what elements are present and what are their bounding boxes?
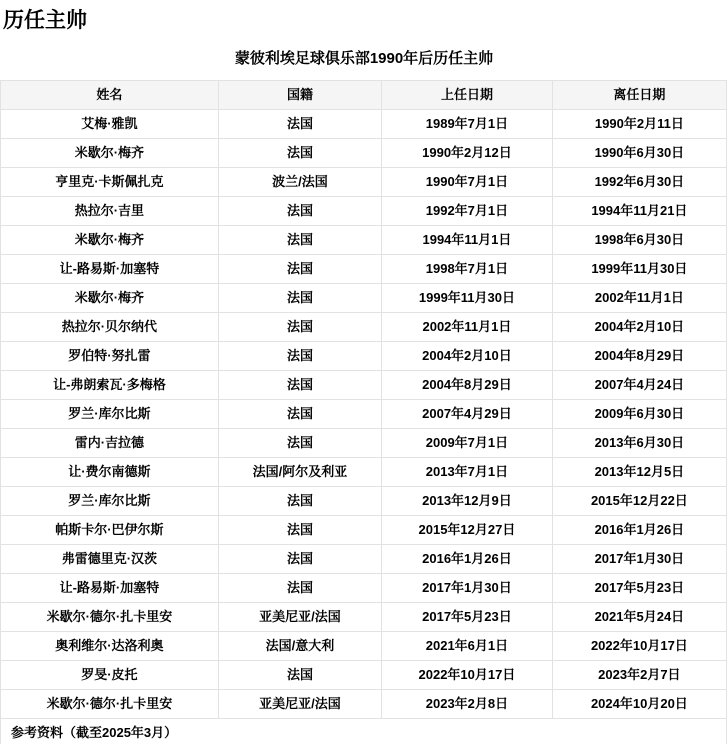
table-cell: 2009年6月30日 (552, 400, 726, 429)
table-row (1, 313, 727, 342)
table-cell: 法国 (218, 661, 381, 690)
reference-note: 参考资料（截至2025年3月） (1, 719, 727, 744)
table-row (1, 574, 727, 603)
table-cell: 法国/意大利 (218, 632, 381, 661)
table-row (1, 342, 727, 371)
table-cell: 波兰/法国 (218, 168, 381, 197)
table-cell: 法国 (218, 313, 381, 342)
table-cell: 亚美尼亚/法国 (218, 603, 381, 632)
table-cell: 2004年2月10日 (552, 313, 726, 342)
table-row (1, 168, 727, 197)
table-cell: 法国 (218, 400, 381, 429)
table-cell: 让-路易斯·加塞特 (1, 255, 219, 284)
table-cell: 1999年11月30日 (382, 284, 553, 313)
table-cell: 2004年2月10日 (382, 342, 553, 371)
table-cell: 2017年5月23日 (552, 574, 726, 603)
table-cell: 2016年1月26日 (382, 545, 553, 574)
table-cell: 米歇尔·梅齐 (1, 284, 219, 313)
table-cell: 2017年5月23日 (382, 603, 553, 632)
table-cell: 2007年4月24日 (552, 371, 726, 400)
table-row (1, 371, 727, 400)
table-cell: 法国 (218, 429, 381, 458)
table-cell: 热拉尔·吉里 (1, 197, 219, 226)
table-cell: 1989年7月1日 (382, 110, 553, 139)
table-cell: 1992年7月1日 (382, 197, 553, 226)
column-header-end-date: 离任日期 (552, 81, 726, 110)
table-body (1, 110, 727, 719)
column-header-start-date: 上任日期 (382, 81, 553, 110)
table-cell: 法国 (218, 371, 381, 400)
table-row (1, 458, 727, 487)
table-cell: 1992年6月30日 (552, 168, 726, 197)
table-cell: 热拉尔·贝尔纳代 (1, 313, 219, 342)
table-cell: 亨里克·卡斯佩扎克 (1, 168, 219, 197)
table-cell: 帕斯卡尔·巴伊尔斯 (1, 516, 219, 545)
table-cell: 1990年2月11日 (552, 110, 726, 139)
table-row (1, 429, 727, 458)
table-cell: 法国 (218, 545, 381, 574)
table-cell: 米歇尔·德尔·扎卡里安 (1, 690, 219, 719)
page-title: 历任主帅 (3, 9, 87, 32)
table-header-row (1, 81, 727, 110)
table-row (1, 226, 727, 255)
table-cell: 奥利维尔·达洛利奥 (1, 632, 219, 661)
table-cell: 2004年8月29日 (552, 342, 726, 371)
table-cell: 法国 (218, 342, 381, 371)
table-cell: 2023年2月7日 (552, 661, 726, 690)
table-cell: 让-路易斯·加塞特 (1, 574, 219, 603)
table-cell: 1990年6月30日 (552, 139, 726, 168)
table-cell: 1998年6月30日 (552, 226, 726, 255)
table-cell: 2015年12月27日 (382, 516, 553, 545)
table-cell: 2023年2月8日 (382, 690, 553, 719)
table-row (1, 632, 727, 661)
table-row (1, 284, 727, 313)
table-cell: 法国 (218, 226, 381, 255)
table-cell: 弗雷德里克·汉茨 (1, 545, 219, 574)
table-cell: 法国 (218, 255, 381, 284)
column-header-name: 姓名 (1, 81, 219, 110)
table-cell: 2009年7月1日 (382, 429, 553, 458)
table-cell: 2013年6月30日 (552, 429, 726, 458)
table-row (1, 603, 727, 632)
table-cell: 2002年11月1日 (382, 313, 553, 342)
table-cell: 米歇尔·德尔·扎卡里安 (1, 603, 219, 632)
table-row (1, 545, 727, 574)
table-cell: 2021年6月1日 (382, 632, 553, 661)
table-footer-row (1, 719, 727, 744)
table-cell: 1994年11月21日 (552, 197, 726, 226)
table-row (1, 661, 727, 690)
table-row (1, 255, 727, 284)
table-row (1, 197, 727, 226)
coach-table (0, 80, 727, 744)
table-cell: 2024年10月20日 (552, 690, 726, 719)
table-cell: 让·费尔南德斯 (1, 458, 219, 487)
table-cell: 法国 (218, 574, 381, 603)
table-cell: 1999年11月30日 (552, 255, 726, 284)
column-header-nationality: 国籍 (218, 81, 381, 110)
table-cell: 罗兰·库尔比斯 (1, 400, 219, 429)
table-cell: 1994年11月1日 (382, 226, 553, 255)
table-cell: 2022年10月17日 (552, 632, 726, 661)
table-cell: 米歇尔·梅齐 (1, 226, 219, 255)
table-cell: 法国 (218, 516, 381, 545)
table-cell: 亚美尼亚/法国 (218, 690, 381, 719)
table-row (1, 139, 727, 168)
table-cell: 2013年12月5日 (552, 458, 726, 487)
table-cell: 1990年2月12日 (382, 139, 553, 168)
table-cell: 让-弗朗索瓦·多梅格 (1, 371, 219, 400)
table-cell: 2021年5月24日 (552, 603, 726, 632)
table-cell: 1990年7月1日 (382, 168, 553, 197)
table-row (1, 110, 727, 139)
table-cell: 1998年7月1日 (382, 255, 553, 284)
table-cell: 米歇尔·梅齐 (1, 139, 219, 168)
table-cell: 2016年1月26日 (552, 516, 726, 545)
table-cell: 2007年4月29日 (382, 400, 553, 429)
table-cell: 法国 (218, 110, 381, 139)
table-caption: 蒙彼利埃足球俱乐部1990年后历任主帅 (234, 50, 494, 67)
table-cell: 2002年11月1日 (552, 284, 726, 313)
table-cell: 雷内·吉拉德 (1, 429, 219, 458)
table-cell: 2013年12月9日 (382, 487, 553, 516)
table-cell: 2017年1月30日 (382, 574, 553, 603)
table-row (1, 487, 727, 516)
table-cell: 法国 (218, 487, 381, 516)
table-cell: 法国/阿尔及利亚 (218, 458, 381, 487)
table-cell: 法国 (218, 197, 381, 226)
table-cell: 罗旻·皮托 (1, 661, 219, 690)
table-row (1, 516, 727, 545)
table-cell: 法国 (218, 139, 381, 168)
table-cell: 2015年12月22日 (552, 487, 726, 516)
table-cell: 2004年8月29日 (382, 371, 553, 400)
table-cell: 2013年7月1日 (382, 458, 553, 487)
table-cell: 2017年1月30日 (552, 545, 726, 574)
table-row (1, 690, 727, 719)
table-row (1, 400, 727, 429)
table-cell: 艾梅·雅凯 (1, 110, 219, 139)
table-cell: 2022年10月17日 (382, 661, 553, 690)
table-cell: 罗兰·库尔比斯 (1, 487, 219, 516)
table-cell: 罗伯特·努扎雷 (1, 342, 219, 371)
table-cell: 法国 (218, 284, 381, 313)
